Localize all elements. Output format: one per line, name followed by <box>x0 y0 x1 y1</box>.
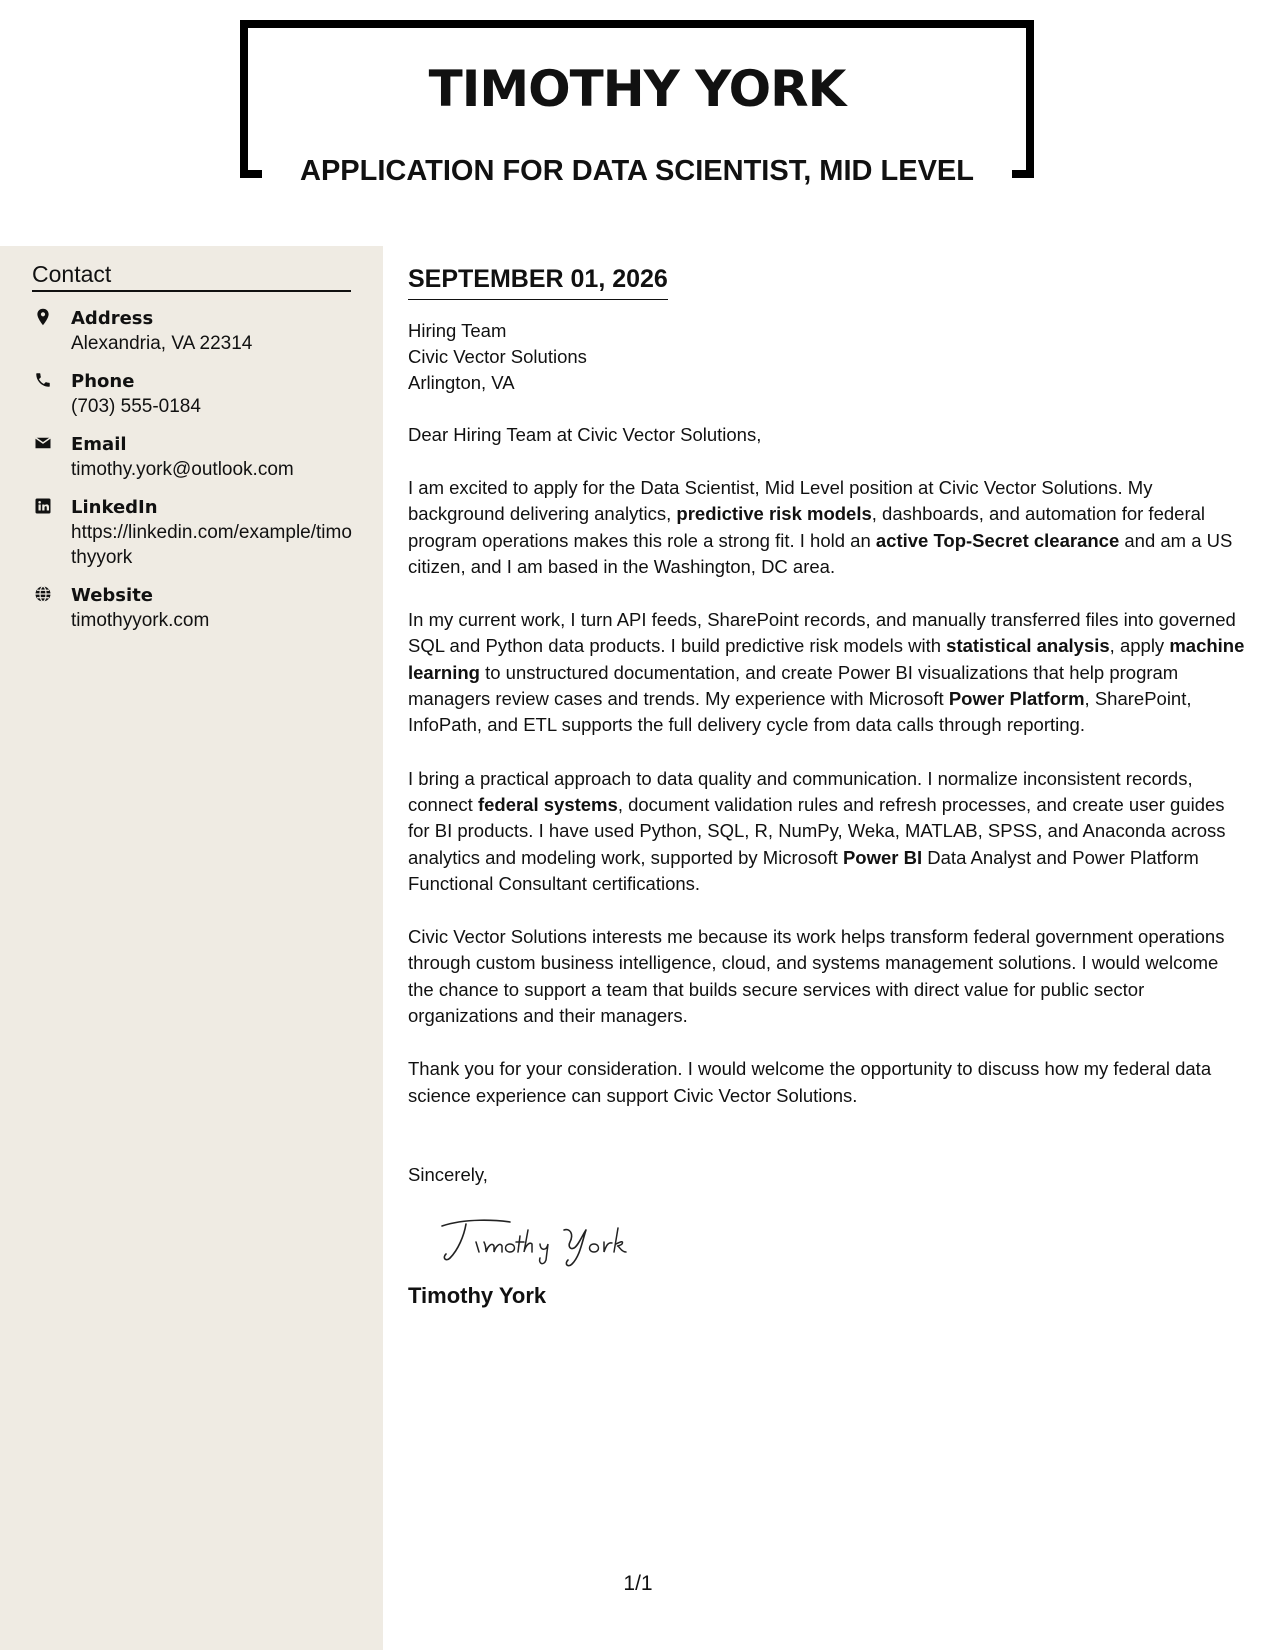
contact-value: Alexandria, VA 22314 <box>71 333 253 354</box>
recipient-line: Civic Vector Solutions <box>408 346 587 367</box>
contact-heading: Contact <box>32 262 351 292</box>
globe-icon <box>34 585 52 603</box>
sidebar <box>0 246 383 1650</box>
contact-label: Address <box>71 308 154 329</box>
paragraph: Thank you for your consideration. I would welcome the opportunity to discuss how my federal data science experience can support Civic Vector Solutions. <box>408 1058 1212 1106</box>
linkedin-link[interactable]: https://linkedin.com/example/timothyyork <box>71 522 352 568</box>
contact-phone <box>32 369 352 419</box>
contact-value: (703) 555-0184 <box>71 396 201 417</box>
envelope-icon <box>34 434 52 452</box>
phone-icon <box>34 371 52 389</box>
recipient-block <box>408 318 1248 396</box>
applicant-name: TIMOTHY YORK <box>428 60 846 118</box>
letter-date: SEPTEMBER 01, 2026 <box>408 264 668 300</box>
paragraph: I bring a practical approach to data quality and communication. I normalize inconsistent records, connect federal systems, document validation rules and refresh processes, and create user guides for BI products. I have used Python, SQL, R, NumPy, Weka, MATLAB, SPSS, and Anaconda across analytics and modeling work, supported by Microsoft Power BI Data Analyst and Power Platform Functional Consultant certifications. <box>408 767 1226 894</box>
contact-label: Email <box>71 434 127 455</box>
website-link[interactable]: timothyyork.com <box>71 610 210 631</box>
paragraph: I am excited to apply for the Data Scientist, Mid Level position at Civic Vector Solutions. My background delivering analytics, predictive risk models, dashboards, and automation for federal program operations makes this role a strong fit. I hold an active Top-Secret clearance and am a US citizen, and I am based in the Washington, DC area. <box>408 477 1233 577</box>
letter-body <box>408 264 1248 1310</box>
header <box>240 20 1034 187</box>
contact-linkedin <box>32 495 352 570</box>
salutation: Dear Hiring Team at Civic Vector Solutions, <box>408 424 762 445</box>
linkedin-icon <box>34 497 52 515</box>
contact-label: Website <box>71 585 154 606</box>
signer-name: Timothy York <box>408 1282 547 1308</box>
contact-list <box>32 306 352 646</box>
paragraph: Civic Vector Solutions interests me because its work helps transform federal government operations through custom business intelligence, cloud, and systems management solutions. I would welcome the chance to support a team that builds secure services with direct value for public sector organizations and their managers. <box>408 926 1225 1027</box>
recipient-line: Hiring Team <box>408 320 507 341</box>
signature <box>436 1212 1248 1272</box>
map-pin-icon <box>34 308 52 326</box>
paragraph: In my current work, I turn API feeds, SharePoint records, and manually transferred files into governed SQL and Python data products. I build predictive risk models with statistical analysis, apply machine learning to unstructured documentation, and create Power BI visualizations that help program managers review cases and trends. My experience with Microsoft Power Platform, SharePoint, InfoPath, and ETL supports the full delivery cycle from data calls through reporting. <box>408 609 1245 736</box>
contact-value: timothy.york@outlook.com <box>71 459 294 480</box>
application-title: APPLICATION FOR DATA SCIENTIST, MID LEVEL <box>300 155 974 187</box>
page-number: 1/1 <box>623 1572 653 1595</box>
contact-label: LinkedIn <box>71 497 158 518</box>
closing: Sincerely, <box>408 1163 488 1185</box>
contact-email <box>32 432 352 482</box>
recipient-line: Arlington, VA <box>408 372 515 393</box>
contact-address <box>32 306 352 356</box>
contact-website <box>32 583 352 633</box>
header-border-top <box>240 20 1034 28</box>
contact-label: Phone <box>71 371 135 392</box>
